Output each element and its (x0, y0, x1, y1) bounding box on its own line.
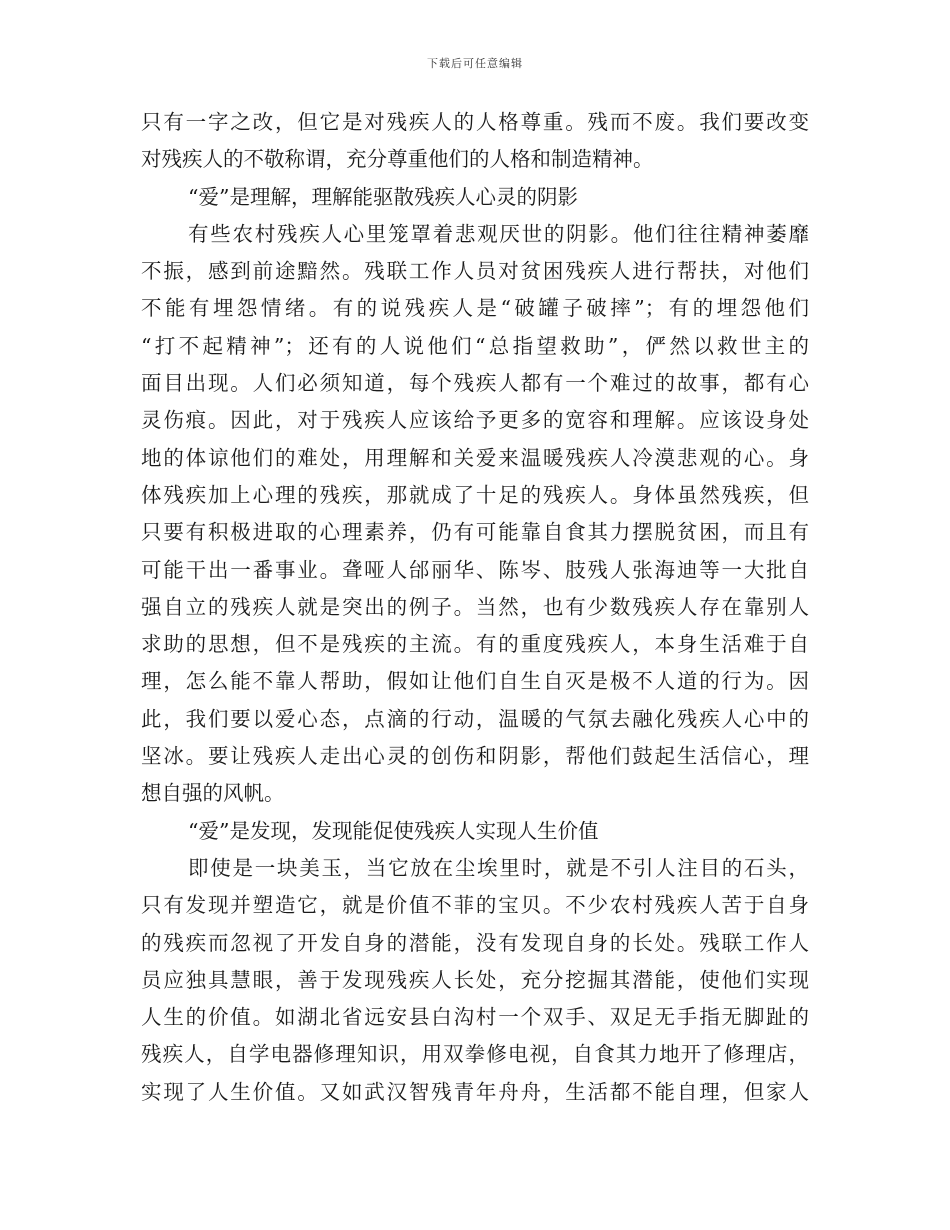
text-line: 面目出现。人们必须知道，每个残疾人都有一个难过的故事，都有心 (141, 371, 809, 396)
text-line: 坚冰。要让残疾人走出心灵的创伤和阴影，帮他们鼓起生活信心，理 (141, 744, 809, 769)
document-body (141, 104, 809, 1111)
text-line: 实现了人生价值。又如武汉智残青年舟舟，生活都不能自理，但家人 (141, 1079, 809, 1104)
text-line: 只要有积极进取的心理素养，仍有可能靠自食其力摆脱贫困，而且有 (141, 520, 809, 545)
text-line: 只有发现并塑造它，就是价值不菲的宝贝。不少农村残疾人苦于自身 (141, 893, 809, 918)
section-heading: “爱”是理解，理解能驱散残疾人心灵的阴影 (188, 184, 578, 209)
text-line: 此，我们要以爱心态，点滴的行动，温暖的气氛去融化残疾人心中的 (141, 706, 809, 731)
text-line: 的残疾而忽视了开发自身的潜能，没有发现自身的长处。残联工作人 (141, 930, 809, 955)
paragraph-start-line: 即使是一块美玉，当它放在尘埃里时，就是不引人注目的石头， (188, 855, 809, 880)
text-line: 理，怎么能不靠人帮助，假如让他们自生自灭是极不人道的行为。因 (141, 669, 809, 694)
text-line: 地的体谅他们的难处，用理解和关爱来温暖残疾人冷漠悲观的心。身 (141, 445, 809, 470)
text-line: 只有一字之改，但它是对残疾人的人格尊重。残而不废。我们要改变 (141, 110, 809, 134)
text-line: 不振，感到前途黯然。残联工作人员对贫困残疾人进行帮扶，对他们 (141, 259, 809, 284)
text-line: “打不起精神”；还有的人说他们“总指望救助”，俨然以救世主的 (141, 333, 809, 358)
text-line: 残疾人，自学电器修理知识，用双拳修电视，自食其力地开了修理店， (141, 1042, 809, 1067)
text-line: 强自立的残疾人就是突出的例子。当然，也有少数残疾人存在靠别人 (141, 594, 809, 619)
text-line: 灵伤痕。因此，对于残疾人应该给予更多的宽容和理解。应该设身处 (141, 408, 809, 433)
text-line: 员应独具慧眼，善于发现残疾人长处，充分挖掘其潜能，使他们实现 (141, 967, 809, 992)
paragraph-start-line: 有些农村残疾人心里笼罩着悲观厌世的阴影。他们往往精神萎靡 (188, 221, 809, 246)
text-line: 可能干出一番事业。聋哑人邰丽华、陈岑、肢残人张海迪等一大批自 (141, 557, 809, 582)
text-line: 求助的思想，但不是残疾的主流。有的重度残疾人，本身生活难于自 (141, 632, 809, 657)
page-header: 下载后可任意编辑 (427, 57, 523, 70)
text-line: 不能有埋怨情绪。有的说残疾人是“破罐子破摔”；有的埋怨他们 (141, 296, 809, 321)
section-heading: “爱”是发现，发现能促使残疾人实现人生价值 (188, 818, 599, 843)
text-line: 体残疾加上心理的残疾，那就成了十足的残疾人。身体虽然残疾，但 (141, 482, 809, 507)
text-line: 想自强的风帆。 (141, 781, 285, 806)
text-line: 人生的价值。如湖北省远安县白沟村一个双手、双足无手指无脚趾的 (141, 1005, 809, 1030)
text-line: 对残疾人的不敬称谓，充分尊重他们的人格和制造精神。 (141, 147, 654, 172)
